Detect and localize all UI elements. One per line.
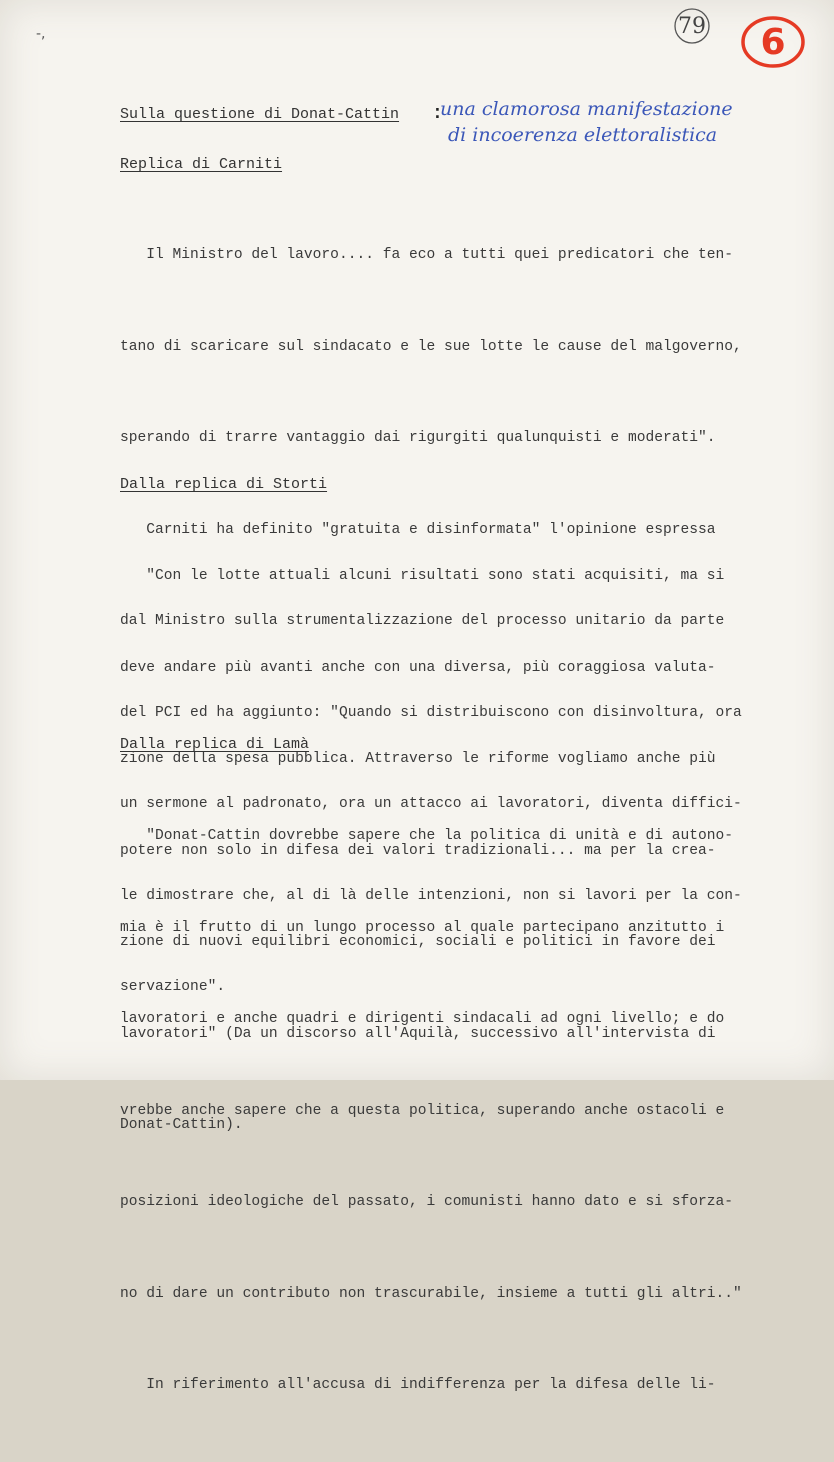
text-line: In riferimento all'accusa di indifferenza per la difesa delle li- — [120, 1377, 716, 1393]
text-line: sperando di trarre vantaggio dai rigurgiti qualunquisti e moderati". — [120, 430, 716, 446]
pencil-page-number — [672, 6, 712, 46]
text-line: "Con le lotte attuali alcuni risultati sono stati acquisiti, ma si — [120, 568, 725, 584]
text-line: Donat-Cattin). — [120, 1117, 243, 1133]
handwritten-note — [440, 96, 800, 148]
pencil-number-text: 79 — [678, 13, 706, 39]
section-heading: Dalla replica di Storti — [120, 476, 328, 493]
paragraph — [120, 760, 800, 1462]
text-line: vrebbe anche sapere che a questa politica, superando anche ostacoli e — [120, 1102, 725, 1119]
red-page-number — [740, 14, 806, 70]
text-line: mia è il frutto di un lungo processo al quale partecipano anzitutto i — [120, 919, 725, 936]
text-line: "Donat-Cattin dovrebbe sapere che la politica di unità e di autono- — [120, 828, 734, 844]
section-heading: Replica di Carniti — [120, 156, 283, 173]
corner-mark: -, — [36, 26, 46, 42]
handwritten-note-line: una clamorosa manifestazione — [440, 98, 733, 120]
title-colon: : — [432, 104, 443, 124]
text-line: un sermone al padronato, ora un attacco ai lavoratori, diventa diffici- — [120, 796, 742, 812]
text-line: lavoratori" (Da un discorso all'Aquilà, successivo all'intervista di — [120, 1025, 716, 1042]
page-title: Sulla questione di Donat-Cattin — [120, 106, 400, 123]
text-line: potere non solo in difesa dei valori tradizionali... ma per la crea- — [120, 842, 716, 859]
text-line: zione di nuovi equilibri economici, sociali e politici in favore dei — [120, 934, 716, 950]
text-line: tano di scaricare sul sindacato e le sue lotte le cause del malgoverno, — [120, 338, 742, 355]
text-line: Carniti ha definito "gratuita e disinformata" l'opinione espressa — [120, 521, 716, 538]
pencil-circle-icon — [672, 6, 712, 46]
handwritten-note-line: di incoerenza elettoralistica — [448, 124, 718, 146]
text-line: posizioni ideologiche del passato, i comunisti hanno dato e si sforza- — [120, 1194, 734, 1210]
text-line: dal Ministro sulla strumentalizzazione del processo unitario da parte — [120, 613, 725, 629]
text-line: no di dare un contributo non trascurabile, insieme a tutti gli altri.." — [120, 1285, 742, 1302]
text-line: zione della spesa pubblica. Attraverso le riforme vogliamo anche più — [120, 751, 716, 767]
red-circle-icon — [740, 14, 806, 70]
text-line: del PCI ed ha aggiunto: "Quando si distribuiscono con disinvoltura, ora — [120, 704, 742, 721]
text-line: deve andare più avanti anche con una diversa, più coraggiosa valuta- — [120, 659, 716, 676]
text-line: le dimostrare che, al di là delle intenzioni, non si lavori per la con- — [120, 887, 742, 904]
text-line: lavoratori e anche quadri e dirigenti sindacali ad ogni livello; e do — [120, 1011, 725, 1027]
section-heading: Dalla replica di Lamà — [120, 736, 310, 753]
red-number-text: 6 — [760, 21, 786, 63]
text-line: Il Ministro del lavoro.... fa eco a tutti quei predicatori che ten- — [120, 247, 734, 263]
text-line: servazione". — [120, 979, 226, 995]
